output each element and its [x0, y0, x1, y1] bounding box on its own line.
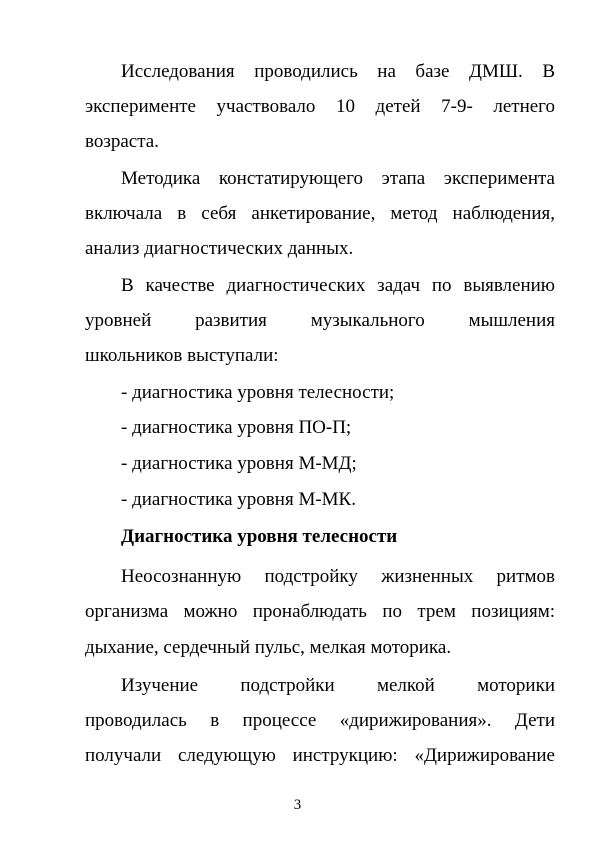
list-item-1: - диагностика уровня телесности;: [121, 382, 395, 403]
paragraph-3-line-3: школьников выступали:: [85, 345, 279, 366]
paragraph-3-line-1: В качестве диагностических задач по выявлению: [121, 275, 555, 296]
paragraph-1-line-1: Исследования проводились на базе ДМШ. В: [121, 61, 555, 82]
section-heading: Диагностика уровня телесности: [121, 526, 398, 547]
paragraph-6-line-1: Изучение подстройки мелкой моторики: [121, 675, 555, 696]
paragraph-5-line-1: Неосознанную подстройку жизненных ритмов: [121, 566, 555, 587]
paragraph-2-line-2: включала в себя анкетирование, метод наблюдения,: [85, 203, 555, 224]
paragraph-6-line-2: проводилась в процессе «дирижирования». Дети: [85, 710, 555, 731]
paragraph-2-line-1: Методика констатирующего этапа эксперимента: [121, 168, 555, 189]
document-page: [85, 0, 555, 842]
paragraph-2-line-3: анализ диагностических данных.: [85, 238, 354, 259]
paragraph-5-line-2: организма можно пронаблюдать по трем позициям:: [85, 601, 555, 622]
paragraph-1-line-3: возраста.: [85, 131, 159, 152]
paragraph-1-line-2: эксперименте участвовало 10 детей 7-9- летнего: [85, 96, 555, 117]
page-number: 3: [293, 797, 302, 813]
paragraph-6-line-3: получали следующую инструкцию: «Дирижирование: [85, 745, 555, 766]
list-item-3: - диагностика уровня М-МД;: [121, 453, 357, 474]
list-item-4: - диагностика уровня М-МК.: [121, 489, 356, 510]
paragraph-3-line-2: уровней развития музыкального мышления: [85, 310, 555, 331]
paragraph-5-line-3: дыхание, сердечный пульс, мелкая моторика.: [85, 637, 452, 658]
list-item-2: - диагностика уровня ПО-П;: [121, 417, 352, 438]
